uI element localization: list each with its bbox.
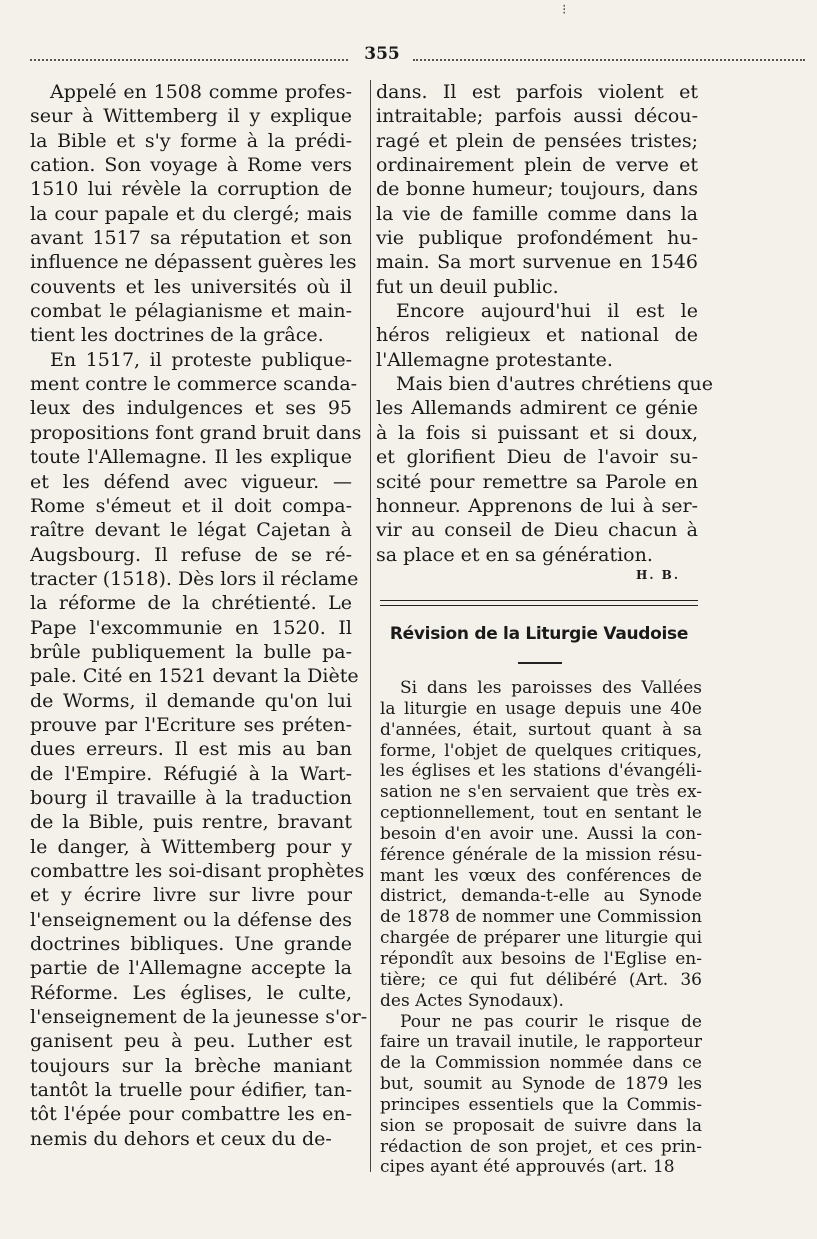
text-line: Pour ne pas courir le risque de [400, 1011, 702, 1032]
text-line: forme, l'objet de quelques critiques, [380, 740, 702, 761]
text-line: mant les vœux des conférences de [380, 865, 702, 886]
text-line: tôt l'épée pour combattre les en- [30, 1103, 352, 1126]
text-line: influence ne dépassent guères les [30, 251, 357, 274]
text-line: férence générale de la mission résu- [380, 844, 702, 865]
text-line: cipes ayant été approuvés (art. 18 [380, 1157, 675, 1178]
text-line: faire un travail inutile, le rapporteur [380, 1032, 702, 1053]
text-line: la Bible et s'y forme à la prédi- [30, 129, 352, 152]
text-line: chargée de préparer une liturgie qui [380, 928, 702, 949]
text-line: Appelé en 1508 comme profes- [50, 81, 352, 103]
text-line: Augsbourg. Il refuse de se ré- [30, 543, 352, 566]
text-line: Mais bien d'autres chrétiens que [396, 373, 713, 396]
text-line: de la Bible, puis rentre, bravant [30, 811, 352, 834]
text-line: partie de l'Allemagne accepte la [30, 957, 352, 980]
text-line: Rome s'émeut et il doit compa- [30, 494, 352, 517]
author-signature: H. B. [635, 568, 680, 582]
text-line: d'années, était, surtout quant à sa [380, 719, 702, 740]
right-column-top [376, 80, 713, 567]
text-line: l'enseignement ou la défense des [30, 908, 352, 931]
text-line: Pape l'excommunie en 1520. Il [30, 616, 352, 639]
text-line: le danger, à Wittemberg pour y [30, 835, 352, 858]
text-line: intraitable; parfois aussi décou- [376, 105, 698, 128]
text-line: combattre les soi-disant prophètes [30, 860, 365, 882]
text-line: de la Commission nommée dans ce [380, 1053, 702, 1074]
text-line: fut un deuil public. [376, 275, 559, 298]
column-divider [370, 80, 371, 1172]
text-line: propositions font grand bruit dans [30, 421, 362, 444]
text-line: à la fois si puissant et si doux, [376, 421, 698, 444]
text-line: ordinairement plein de verve et [376, 154, 698, 177]
text-line: ganisent peu à peu. Luther est [30, 1030, 352, 1053]
text-line: honneur. Apprenons de lui à ser- [376, 494, 698, 517]
title-dash [518, 662, 562, 664]
text-line: Réforme. Les églises, le culte, [30, 981, 352, 1004]
page-number: 355 [364, 44, 400, 64]
text-line: cation. Son voyage à Rome vers [30, 154, 352, 177]
text-line: main. Sa mort survenue en 1546 [376, 251, 698, 274]
text-line: ragé et plein de pensées tristes; [376, 129, 698, 152]
text-line: vie publique profondément hu- [376, 227, 698, 250]
text-line: tière; ce qui fut délibéré (Art. 36 [380, 969, 702, 990]
text-line: héros religieux et national de [376, 324, 698, 347]
text-line: prouve par l'Ecriture ses préten- [30, 713, 352, 736]
page-header [30, 44, 805, 68]
text-line: rédaction de son projet, et ces prin- [380, 1136, 702, 1157]
article-body [380, 678, 702, 1178]
text-line: de Worms, il demande qu'on lui [30, 689, 352, 712]
text-line: doctrines bibliques. Une grande [30, 933, 352, 956]
text-line: scité pour remettre sa Parole en [376, 470, 698, 493]
text-line: district, demanda-t-elle au Synode [380, 886, 702, 907]
text-line: sation ne s'en servaient que très ex- [380, 782, 702, 803]
text-line: l'enseignement de la jeunesse s'or- [30, 1006, 368, 1029]
text-line: nemis du dehors et ceux du de- [30, 1127, 332, 1150]
text-line: combat le pélagianisme et main- [30, 300, 352, 323]
text-line: bourg il travaille à la traduction [30, 786, 352, 809]
text-line: En 1517, il proteste publique- [50, 348, 352, 371]
text-line: les églises et les stations d'évangéli- [380, 761, 702, 782]
text-line: leux des indulgences et ses 95 [30, 397, 352, 420]
text-line: la liturgie en usage depuis une 40e [380, 698, 702, 719]
article-title: Révision de la Liturgie Vaudoise [389, 624, 689, 644]
text-line: et les défend avec vigueur. — [30, 470, 352, 493]
text-line: brûle publiquement la bulle pa- [30, 640, 352, 663]
text-line: la réforme de la chrétienté. Le [30, 592, 352, 615]
text-line: dans. Il est parfois violent et [376, 81, 698, 103]
text-line: tient les doctrines de la grâce. [30, 324, 324, 347]
header-rule-right [413, 59, 805, 61]
text-line: tantôt la truelle pour édifier, tan- [30, 1079, 352, 1102]
text-line: des Actes Synodaux). [380, 990, 564, 1011]
text-line: ment contre le commerce scanda- [30, 373, 358, 396]
text-line: et glorifient Dieu de l'avoir su- [376, 446, 698, 469]
text-line: toute l'Allemagne. Il les explique [30, 446, 352, 469]
text-line: les Allemands admirent ce génie [376, 397, 698, 420]
text-line: raître devant le légat Cajetan à [30, 519, 352, 542]
text-line: avant 1517 sa réputation et son [30, 227, 352, 250]
text-line: répondît aux besoins de l'Eglise en- [380, 948, 702, 969]
text-line: dues erreurs. Il est mis au ban [30, 738, 352, 761]
text-line: de 1878 de nommer une Commission [380, 907, 702, 928]
text-line: couvents et les universités où il [30, 275, 352, 298]
text-line: Encore aujourd'hui il est le [396, 300, 698, 323]
header-rule-left [30, 59, 348, 61]
text-line: toujours sur la brèche maniant [30, 1054, 352, 1077]
text-line: et y écrire livre sur livre pour [30, 884, 352, 907]
text-line: seur à Wittemberg il y explique [30, 105, 352, 128]
text-line: sion se proposait de suivre dans la [380, 1115, 702, 1136]
text-line: vir au conseil de Dieu chacun à [376, 519, 698, 542]
text-line: la vie de famille comme dans la [376, 202, 698, 225]
text-line: sa place et en sa génération. [376, 543, 653, 566]
text-line: besoin d'en avoir une. Aussi la con- [380, 823, 702, 844]
section-separator [380, 600, 698, 606]
text-line: de bonne humeur; toujours, dans [376, 178, 698, 201]
text-line: de l'Empire. Réfugié à la Wart- [30, 762, 352, 785]
left-column [30, 80, 368, 1151]
text-line: l'Allemagne protestante. [376, 348, 613, 371]
text-line: ceptionnellement, tout en sentant le [380, 803, 702, 824]
text-line: Si dans les paroisses des Vallées [400, 678, 702, 698]
text-line: tracter (1518). Dès lors il réclame [30, 567, 359, 590]
text-line: principes essentiels que la Commis- [380, 1094, 702, 1115]
text-line: la cour papale et du clergé; mais [30, 202, 352, 225]
margin-dots: ⁝ [562, 2, 567, 18]
text-line: but, soumit au Synode de 1879 les [380, 1074, 702, 1095]
text-line: pale. Cité en 1521 devant la Diète [30, 665, 359, 688]
text-line: 1510 lui révèle la corruption de [30, 178, 352, 201]
